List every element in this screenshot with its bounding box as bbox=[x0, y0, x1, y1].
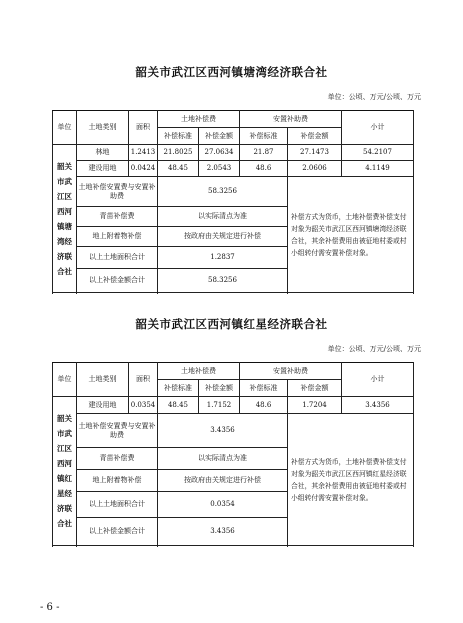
header-subtotal: 小计 bbox=[342, 363, 414, 397]
young-crop-label: 青苗补偿费 bbox=[77, 207, 158, 227]
young-crop-value: 以实际清点为准 bbox=[158, 448, 288, 470]
sum-label: 土地补偿安置费与安置补助费 bbox=[77, 177, 158, 207]
area: 0.0424 bbox=[129, 161, 158, 177]
table-row bbox=[53, 397, 414, 414]
header-subtotal: 小计 bbox=[342, 111, 414, 145]
std2: 48.6 bbox=[240, 397, 288, 414]
header-amt2: 补偿金额 bbox=[288, 380, 342, 397]
header-amt1: 补偿金额 bbox=[199, 128, 240, 145]
std2: 21.87 bbox=[240, 145, 288, 161]
total-amount-value: 58.3256 bbox=[158, 269, 288, 293]
area: 1.2413 bbox=[129, 145, 158, 161]
header-resettle: 安置补助费 bbox=[240, 111, 342, 128]
table2 bbox=[52, 362, 414, 546]
org-name: 韶关市武江区西河镇红星经济联合社 bbox=[53, 397, 77, 546]
std2: 48.6 bbox=[240, 161, 288, 177]
sum-value: 3.4356 bbox=[158, 414, 288, 448]
amt2: 1.7204 bbox=[288, 397, 342, 414]
header-land-type: 土地类别 bbox=[77, 111, 129, 145]
table-row bbox=[53, 161, 414, 177]
subtotal: 4.1149 bbox=[342, 161, 414, 177]
area: 0.0354 bbox=[129, 397, 158, 414]
table-row bbox=[53, 145, 414, 161]
total-area-value: 1.2837 bbox=[158, 247, 288, 269]
header-std2: 补偿标准 bbox=[240, 128, 288, 145]
table1 bbox=[52, 110, 414, 293]
amt2: 27.1473 bbox=[288, 145, 342, 161]
young-crop-value: 以实际清点为准 bbox=[158, 207, 288, 227]
table2-unit: 单位：公顷、万元/公顷、万元 bbox=[327, 345, 421, 353]
total-area-label: 以上土地面积合计 bbox=[77, 492, 158, 518]
subtotal: 54.2107 bbox=[342, 145, 414, 161]
header-std2: 补偿标准 bbox=[240, 380, 288, 397]
compensation-note: 补偿方式为货币，土地补偿费补偿支付对象为韶关市武江区西河镇红星经济联合社，其余补偿费用由被征地村委或村小组转付需安置补偿对象。 bbox=[288, 414, 414, 546]
sum-label: 土地补偿安置费与安置补助费 bbox=[77, 414, 158, 448]
org-name: 韶关市武江区西河镇塘湾经济联合社 bbox=[53, 145, 77, 293]
land-type: 建设用地 bbox=[77, 397, 129, 414]
amt2: 2.0606 bbox=[288, 161, 342, 177]
table2-title: 韶关市武江区西河镇红星经济联合社 bbox=[135, 317, 328, 331]
attachment-label: 地上附着物补偿 bbox=[77, 470, 158, 492]
land-type: 林地 bbox=[77, 145, 129, 161]
header-area: 面积 bbox=[129, 111, 158, 145]
std1: 48.45 bbox=[158, 397, 199, 414]
header-amt2: 补偿金额 bbox=[288, 128, 342, 145]
attachment-label: 地上附着物补偿 bbox=[77, 227, 158, 247]
header-std1: 补偿标准 bbox=[158, 128, 199, 145]
subtotal: 3.4356 bbox=[342, 397, 414, 414]
header-std1: 补偿标准 bbox=[158, 380, 199, 397]
total-amount-label: 以上补偿金额合计 bbox=[77, 518, 158, 546]
attachment-value: 按政府由关规定进行补偿 bbox=[158, 470, 288, 492]
page-number: - 6 - bbox=[40, 602, 60, 613]
header-amt1: 补偿金额 bbox=[199, 380, 240, 397]
attachment-value: 按政府由关规定进行补偿 bbox=[158, 227, 288, 247]
total-area-value: 0.0354 bbox=[158, 492, 288, 518]
header-land-type: 土地类别 bbox=[77, 363, 129, 397]
std1: 48.45 bbox=[158, 161, 199, 177]
amt1: 27.0634 bbox=[199, 145, 240, 161]
compensation-note: 补偿方式为货币，土地补偿费补偿支付对象为韶关市武江区西河镇塘湾经济联合社，其余补偿费用由被征地村委或村小组转付需安置补偿对象。 bbox=[288, 177, 414, 293]
table1-unit: 单位：公顷、万元/公顷、万元 bbox=[327, 93, 421, 101]
amt1: 1.7152 bbox=[199, 397, 240, 414]
header-land-comp: 土地补偿费 bbox=[158, 111, 240, 128]
amt1: 2.0543 bbox=[199, 161, 240, 177]
young-crop-label: 青苗补偿费 bbox=[77, 448, 158, 470]
header-unit: 单位 bbox=[53, 363, 77, 397]
total-amount-value: 3.4356 bbox=[158, 518, 288, 546]
total-amount-label: 以上补偿金额合计 bbox=[77, 269, 158, 293]
std1: 21.8025 bbox=[158, 145, 199, 161]
header-land-comp: 土地补偿费 bbox=[158, 363, 240, 380]
land-type: 建设用地 bbox=[77, 161, 129, 177]
header-unit: 单位 bbox=[53, 111, 77, 145]
sum-value: 58.3256 bbox=[158, 177, 288, 207]
header-resettle: 安置补助费 bbox=[240, 363, 342, 380]
total-area-label: 以上土地面积合计 bbox=[77, 247, 158, 269]
table1-title: 韶关市武江区西河镇塘湾经济联合社 bbox=[135, 65, 328, 79]
header-area: 面积 bbox=[129, 363, 158, 397]
